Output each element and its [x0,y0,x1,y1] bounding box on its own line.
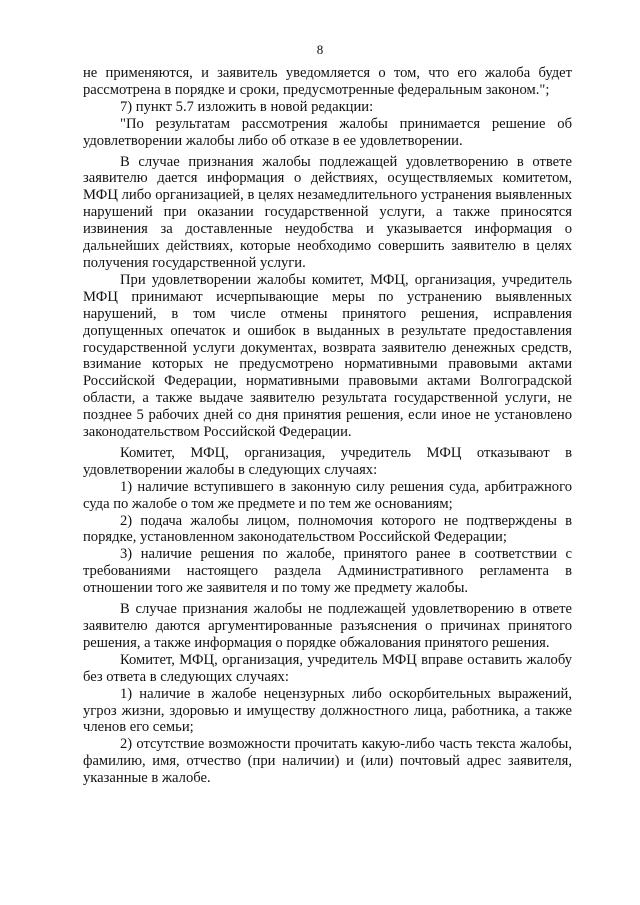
document-body [83,65,572,787]
list-item-no-answer-1: 1) наличие в жалобе нецензурных либо оскорбительных выражений, угроз жизни, здоровью и имуществу должностного лица, работника, а также членов его семьи; [83,685,572,736]
paragraph-item-7-intro: 7) пункт 5.7 изложить в новой редакции: [120,98,374,115]
list-item-refusal-3: 3) наличие решения по жалобе, принятого ранее в соответствии с требованиями настоящего раздела Административного регламента в отношении того же заявителя и по тому же предмету жалобы. [83,546,572,597]
list-item-no-answer-2: 2) отсутствие возможности прочитать какую-либо часть текста жалобы, фамилию, имя, отчество (при наличии) и (или) почтовый адрес заявителя, указанные в жалобе. [83,736,572,787]
page-number: 8 [316,42,324,57]
paragraph-continuation: не применяются, и заявитель уведомляется о том, что его жалоба будет рассмотрена в порядке и сроки, предусмотренные федеральным законом."; [83,65,572,98]
paragraph-remedy-measures: При удовлетворении жалобы комитет, МФЦ, организация, учредитель МФЦ принимают исчерпывающие меры по устранению выявленных нарушений, в том числе отмены принятого решения, исправления допущенных опечаток и ошибок в выданных в результате предоставления государственной услуги документах, возврата заявителю денежных средств, взимание которых не предусмотрено нормативными правовыми актами Российской Федерации, нормативными правовыми актами Волгоградской области, а также выдаче заявителю результата государственной услуги, не позднее 5 рабочих дней со дня принятия решения, если иное не установлено законодательством Российской Федерации. [83,271,572,441]
paragraph-unsatisfied-response: В случае признания жалобы не подлежащей удовлетворению в ответе заявителю даются аргументированные разъяснения о причинах принятого решения, а также информация о порядке обжалования принятого решения. [83,601,572,651]
paragraph-refusal-cases: Комитет, МФЦ, организация, учредитель МФЦ отказывают в удовлетворении жалобы в следующих случаях: [83,444,572,478]
list-item-refusal-1: 1) наличие вступившего в законную силу решения суда, арбитражного суда по жалобе о том же предмете и по тем же основаниям; [83,478,572,512]
paragraph-decision: "По результатам рассмотрения жалобы принимается решение об удовлетворении жалобы либо об отказе в ее удовлетворении. [83,115,572,149]
list-item-refusal-2: 2) подача жалобы лицом, полномочия которого не подтверждены в порядке, установленном законодательством Российской Федерации; [83,512,572,546]
paragraph-satisfied-response: В случае признания жалобы подлежащей удовлетворению в ответе заявителю дается информация о действиях, осуществляемых комитетом, МФЦ либо организацией, в целях незамедлительного устранения выявленных нарушений при оказании государственной услуги, а также приносятся извинения за доставленные неудобства и указывается информация о дальнейших действиях, которые необходимо совершить заявителю в целях получения государственной услуги. [83,153,572,271]
paragraph-no-answer-cases: Комитет, МФЦ, организация, учредитель МФЦ вправе оставить жалобу без ответа в следующих случаях: [83,651,572,685]
